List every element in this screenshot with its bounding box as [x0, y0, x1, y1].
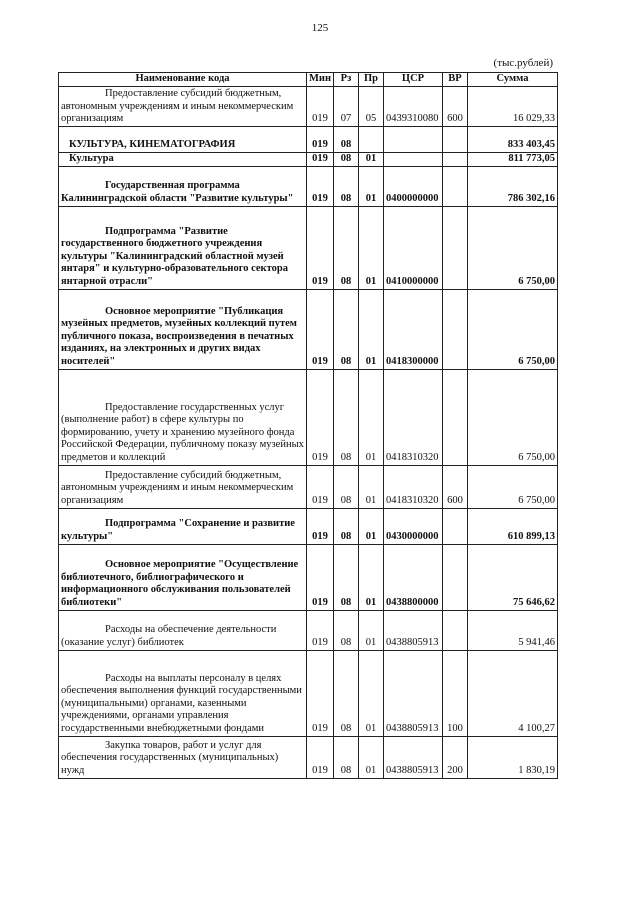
row-vr: 100	[443, 650, 468, 736]
row-rz: 08	[334, 650, 359, 736]
table-row	[59, 166, 558, 206]
row-vr	[443, 127, 468, 153]
row-vr: 600	[443, 87, 468, 127]
row-csr: 0410000000	[384, 206, 443, 289]
row-sum: 6 750,00	[468, 369, 558, 465]
header-name: Наименование кода	[59, 73, 307, 87]
row-name: Расходы на обеспечение деятельности (оказание услуг) библиотек	[61, 624, 277, 648]
table-row	[59, 206, 558, 289]
row-csr: 0438805913	[384, 736, 443, 778]
row-vr: 200	[443, 736, 468, 778]
table-row	[59, 736, 558, 778]
row-pr: 01	[359, 206, 384, 289]
row-pr: 01	[359, 650, 384, 736]
header-sum: Сумма	[468, 73, 558, 87]
row-rz: 08	[334, 736, 359, 778]
row-min: 019	[307, 544, 334, 610]
row-csr: 0438805913	[384, 650, 443, 736]
row-sum: 6 750,00	[468, 206, 558, 289]
row-sum: 1 830,19	[468, 736, 558, 778]
row-sum: 6 750,00	[468, 289, 558, 369]
row-pr: 01	[359, 166, 384, 206]
row-sum: 5 941,46	[468, 610, 558, 650]
row-rz: 08	[334, 610, 359, 650]
row-csr: 0418310320	[384, 369, 443, 465]
header-vr: ВР	[443, 73, 468, 87]
row-min: 019	[307, 127, 334, 153]
row-sum: 811 773,05	[468, 153, 558, 167]
row-csr	[384, 127, 443, 153]
row-min: 019	[307, 87, 334, 127]
row-name: Подпрограмма "Сохранение и развитие культуры"	[61, 518, 295, 542]
header-csr: ЦСР	[384, 73, 443, 87]
row-pr: 01	[359, 153, 384, 167]
row-rz: 07	[334, 87, 359, 127]
row-min: 019	[307, 610, 334, 650]
row-pr: 01	[359, 465, 384, 508]
row-min: 019	[307, 153, 334, 167]
row-sum: 4 100,27	[468, 650, 558, 736]
table-row	[59, 544, 558, 610]
row-csr	[384, 153, 443, 167]
row-vr	[443, 610, 468, 650]
row-name: Государственная программа Калининградской области "Развитие культуры"	[61, 180, 294, 204]
row-sum: 75 646,62	[468, 544, 558, 610]
row-pr: 01	[359, 736, 384, 778]
row-csr: 0430000000	[384, 508, 443, 544]
row-sum: 610 899,13	[468, 508, 558, 544]
row-pr: 01	[359, 369, 384, 465]
row-vr	[443, 166, 468, 206]
row-csr: 0418310320	[384, 465, 443, 508]
row-rz: 08	[334, 465, 359, 508]
row-name: Расходы на выплаты персоналу в целях обеспечения выполнения функций государственными (муниципальными) органами, казенными учреждениями, органами управления государственными внебюджетными фондами	[61, 672, 302, 734]
row-name: Подпрограмма "Развитие государственного бюджетного учреждения культуры "Калининградский областной музей янтаря" и культурно-образовательного сектора янтарной отрасли"	[61, 225, 288, 287]
row-csr: 0438805913	[384, 610, 443, 650]
row-pr: 05	[359, 87, 384, 127]
row-name: Предоставление субсидий бюджетным, автономным учреждениям и иным некоммерческим организациям	[61, 469, 294, 506]
row-min: 019	[307, 289, 334, 369]
table-row	[59, 87, 558, 127]
row-vr	[443, 206, 468, 289]
page-number: 125	[311, 22, 329, 34]
header-pr: Пр	[359, 73, 384, 87]
row-vr	[443, 153, 468, 167]
table-row	[59, 465, 558, 508]
row-vr	[443, 508, 468, 544]
row-pr	[359, 127, 384, 153]
row-name: Основное мероприятие "Осуществление библиотечного, библиографического и информационного обслуживания пользователей библиотеки"	[61, 559, 299, 608]
row-pr: 01	[359, 289, 384, 369]
row-min: 019	[307, 465, 334, 508]
row-csr: 0438800000	[384, 544, 443, 610]
budget-table	[58, 72, 558, 779]
row-name: Предоставление субсидий бюджетным, автономным учреждениям и иным некоммерческим организациям	[61, 88, 294, 125]
row-pr: 01	[359, 508, 384, 544]
row-rz: 08	[334, 369, 359, 465]
row-min: 019	[307, 369, 334, 465]
row-csr: 0418300000	[384, 289, 443, 369]
table-row	[59, 610, 558, 650]
table-row	[59, 508, 558, 544]
row-rz: 08	[334, 544, 359, 610]
row-min: 019	[307, 166, 334, 206]
row-min: 019	[307, 736, 334, 778]
row-vr	[443, 544, 468, 610]
row-rz: 08	[334, 508, 359, 544]
row-sum: 6 750,00	[468, 465, 558, 508]
table-row	[59, 369, 558, 465]
table-row	[59, 289, 558, 369]
row-name: Закупка товаров, работ и услуг для обеспечения государственных (муниципальных) нужд	[61, 739, 279, 776]
row-sum: 833 403,45	[468, 127, 558, 153]
header-min: Мин	[307, 73, 334, 87]
table-row	[59, 650, 558, 736]
row-min: 019	[307, 206, 334, 289]
row-rz: 08	[334, 206, 359, 289]
row-pr: 01	[359, 544, 384, 610]
row-sum: 786 302,16	[468, 166, 558, 206]
row-min: 019	[307, 650, 334, 736]
header-rz: Рз	[334, 73, 359, 87]
table-row	[59, 153, 558, 167]
row-vr	[443, 289, 468, 369]
table-header-row	[59, 73, 558, 87]
row-pr: 01	[359, 610, 384, 650]
row-name: Основное мероприятие "Публикация музейных предметов, музейных коллекций путем публичного показа, воспроизведения в печатных изданиях, на электронных и других видах носителей"	[61, 305, 297, 367]
table-row	[59, 127, 558, 153]
row-sum: 16 029,33	[468, 87, 558, 127]
row-rz: 08	[334, 127, 359, 153]
row-rz: 08	[334, 166, 359, 206]
row-csr: 0439310080	[384, 87, 443, 127]
row-min: 019	[307, 508, 334, 544]
row-rz: 08	[334, 289, 359, 369]
row-name: КУЛЬТУРА, КИНЕМАТОГРАФИЯ	[69, 139, 236, 151]
row-vr	[443, 369, 468, 465]
row-csr: 0400000000	[384, 166, 443, 206]
row-vr: 600	[443, 465, 468, 508]
row-name: Предоставление государственных услуг (выполнение работ) в сфере культуры по формированию, учету и хранению музейного фонда Российской Федерации, публичному показу музейных предметов и коллекций	[61, 401, 304, 463]
units-label: (тыс.рублей)	[493, 57, 553, 69]
row-name: Культура	[69, 153, 114, 164]
row-rz: 08	[334, 153, 359, 167]
